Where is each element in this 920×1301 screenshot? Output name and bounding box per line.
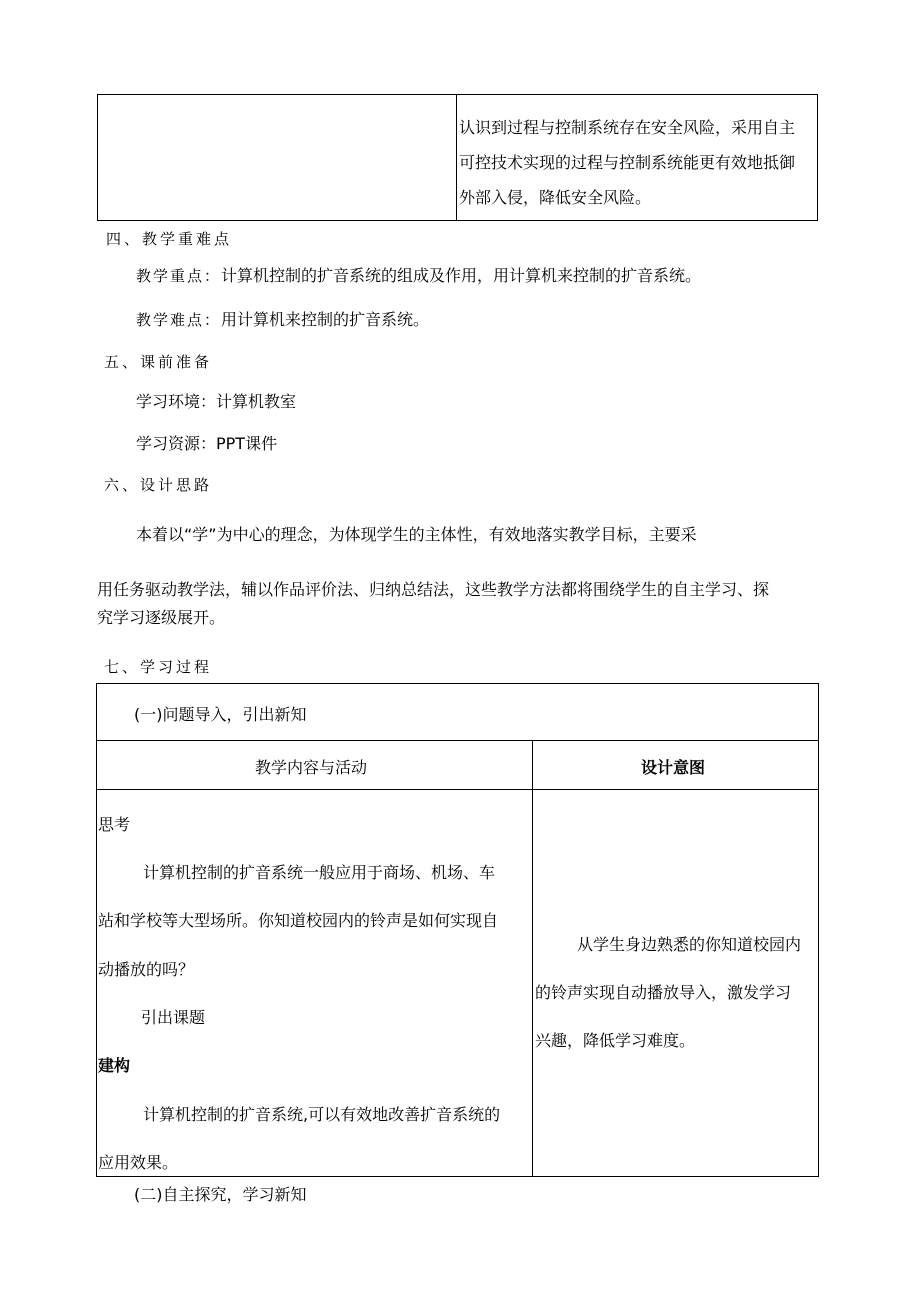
difficulty-point: [136, 310, 429, 330]
top-table-right-line-2: 可控技术实现的过程与控制系统能更有效地抵御: [459, 153, 796, 172]
think-line-2: 站和学校等大型场所。你知道校园内的铃声是如何实现自: [98, 911, 499, 930]
top-table-right-line-3: 外部入侵，降低安全风险。: [459, 188, 652, 207]
difficulty-text: 用计算机来控制的扩音系统。: [221, 310, 430, 329]
think-line-3: 动播放的吗？: [98, 960, 195, 979]
design-idea-line-1: 本着以“学”为中心的理念，为体现学生的主体性，有效地落实教学目标，主要采: [136, 525, 697, 544]
key-point: [136, 266, 701, 286]
lead-topic: 引出课题: [141, 1008, 206, 1027]
top-table-right-line-1: 认识到过程与控制系统存在安全风险，采用自主: [459, 118, 796, 137]
process-table-row-line-1: [96, 740, 819, 741]
design-idea-line-2: 用任务驱动教学法，辅以作品评价法、归纳总结法，这些教学方法都将围绕学生的自主学习、探: [97, 580, 770, 599]
intent-line-2: 的铃声实现自动播放导入，激发学习: [535, 983, 792, 1002]
key-point-label: 教学重点：: [136, 267, 222, 285]
col-header-intent: 设计意图: [641, 758, 706, 777]
design-idea-line-3: 究学习逐级展开。: [97, 608, 226, 627]
intent-line-3: 兴趣，降低学习难度。: [535, 1031, 696, 1050]
build-line-1: 计算机控制的扩音系统,可以有效地改善扩音系统的: [143, 1105, 501, 1124]
intent-line-1: 从学生身边熟悉的你知道校园内: [577, 935, 802, 954]
part-title: (一)问题导入，引出新知: [134, 705, 307, 724]
top-table-divider: [456, 94, 457, 221]
col-header-content: 教学内容与活动: [255, 758, 368, 777]
learning-environment: 学习环境：计算机教室: [136, 392, 297, 411]
think-line-1: 计算机控制的扩音系统一般应用于商场、机场、车: [143, 863, 496, 882]
difficulty-label: 教学难点：: [136, 311, 222, 329]
build-line-2: 应用效果。: [98, 1153, 179, 1172]
key-point-text: 计算机控制的扩音系统的组成及作用，用计算机来控制的扩音系统。: [221, 266, 702, 285]
process-table-col-divider: [532, 740, 533, 1177]
section6-heading: 六、设计思路: [104, 476, 213, 494]
learning-resources: 学习资源：PPT课件: [136, 434, 278, 453]
build-label: 建构: [98, 1056, 131, 1075]
process-table-row-line-2: [96, 789, 819, 790]
section5-heading: 五、课前准备: [104, 353, 213, 371]
section7-heading: 七、学习过程: [104, 658, 213, 676]
next-part-title: (二)自主探究，学习新知: [134, 1185, 307, 1204]
think-label: 思考: [98, 815, 131, 834]
section4-heading: 四、教学重难点: [106, 230, 233, 248]
